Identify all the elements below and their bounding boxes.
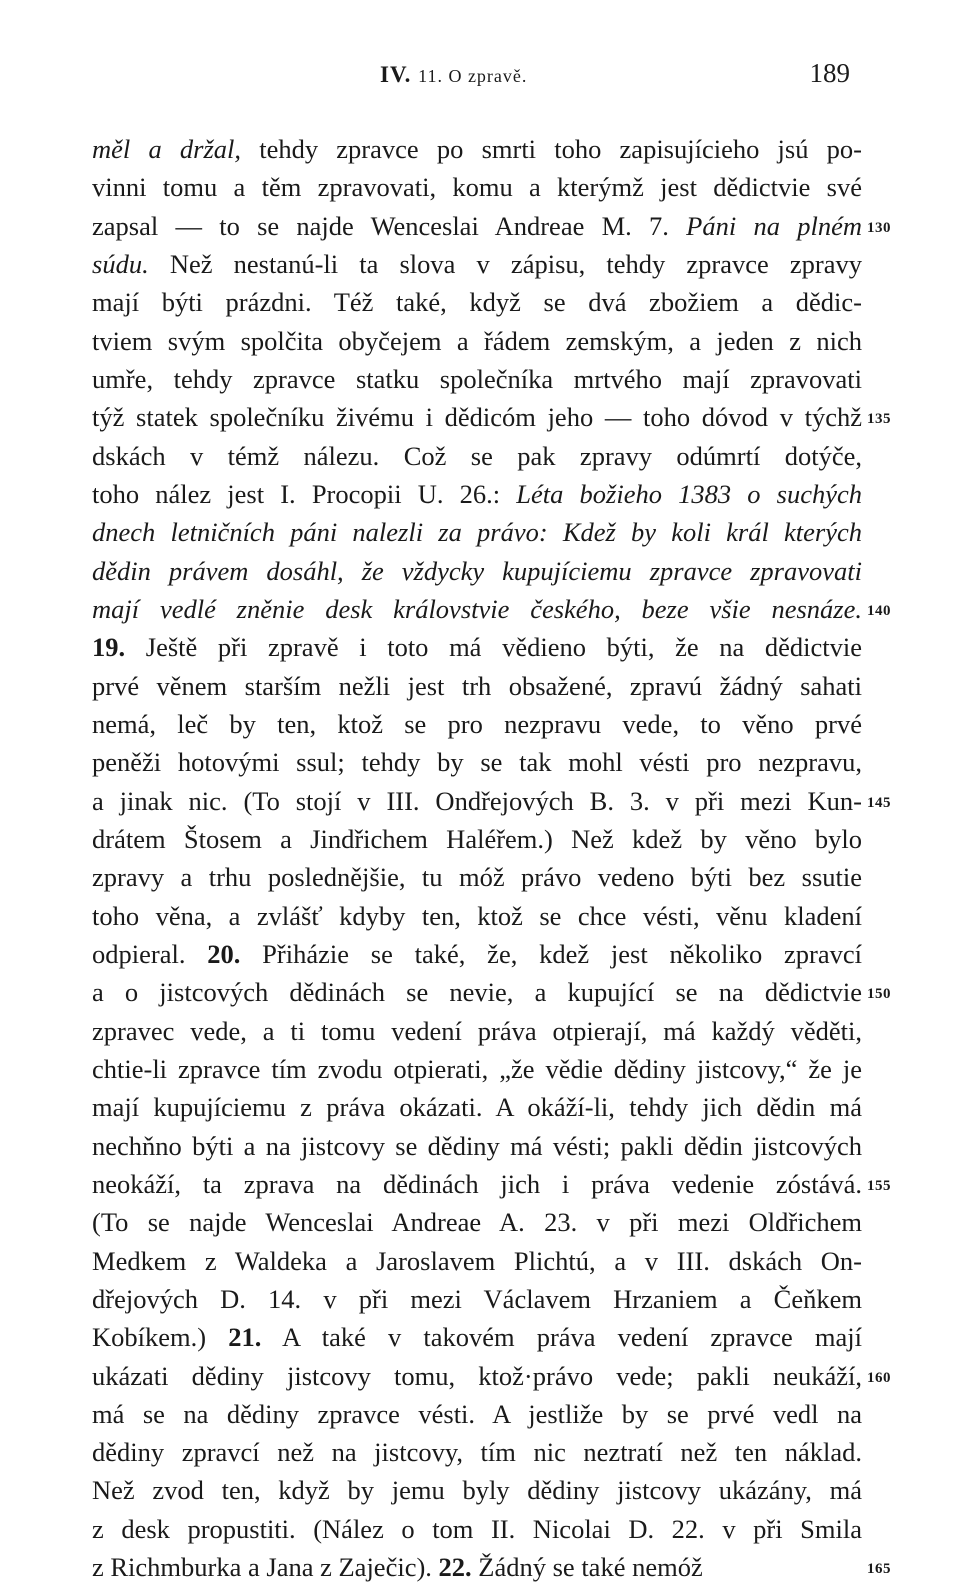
text-segment: Než zvod ten, když by jemu byly dědiny jistcovy ukázány, má [92, 1475, 862, 1506]
line-number: 160 [867, 1369, 891, 1386]
text-segment: mají kupujíciemu z práva okázati. A okáží-li, tehdy jich dědin má [92, 1092, 862, 1123]
text-line [92, 1318, 862, 1356]
text-segment: dřejových D. 14. v při mezi Václavem Hrzaniem a Čeňkem [92, 1283, 862, 1314]
text-line [92, 245, 862, 283]
line-number: 130 [867, 219, 891, 236]
italic-text: Páni na plném [686, 210, 862, 241]
text-segment: tehdy zpravce po smrti toho zapisujícieho jsú po- [241, 134, 863, 164]
text-segment: odpieral. [92, 938, 208, 969]
text-line [92, 935, 862, 973]
text-segment: týž statek společníku živému i dědicóm jeho — toho dóvod v týchž [92, 402, 862, 433]
text-line [92, 897, 862, 935]
text-line [92, 398, 891, 436]
text-line [92, 1510, 862, 1548]
text-segment: nemá, leč by ten, ktož se pro nezpravu vede, to věno prvé [92, 708, 862, 739]
text-segment: Žádný se také nemóž [471, 1552, 703, 1583]
italic-text: dnech letničních páni nalezli za právo: Kdež by koli král kterých [92, 517, 862, 548]
text-segment: zpravec vede, a ti tomu vedení práva otpierají, má každý věděti, [92, 1015, 862, 1046]
text-segment: zapsal — to se najde Wenceslai Andreae M. 7. [92, 210, 687, 241]
paragraph-number: 21. [228, 1322, 262, 1353]
text-segment: a jinak nic. (To stojí v III. Ondřejových B. 3. v při mezi Kun- [92, 785, 862, 816]
body-text [92, 130, 891, 1586]
text-segment: vinni tomu a těm zpravovati, komu a kterýmž jest dědictvie své [92, 172, 862, 203]
text-segment: dskách v témž nálezu. Což se pak zpravy odúmrtí dotýče, [92, 440, 862, 471]
text-line [92, 1471, 862, 1509]
text-segment: zpravy a trhu poslednějšie, tu móž právo vedeno býti bez ssutie [92, 862, 862, 893]
text-segment: (To se najde Wenceslai Andreae A. 23. v při mezi Oldřichem [92, 1207, 862, 1238]
paragraph-number: 22. [438, 1552, 472, 1583]
text-segment: prvé věnem starším nežli jest trh obsažené, zpravú žádný sahati [92, 670, 862, 701]
text-line [92, 360, 862, 398]
text-line [92, 628, 862, 666]
text-segment: chtie-li zpravce tím zvodu otpierati, „že vědie dědiny jistcovy,“ že je [92, 1053, 862, 1084]
text-line [92, 1548, 891, 1586]
text-line [92, 1050, 862, 1088]
text-segment: toho věna, a zvlášť kdyby ten, ktož se chce vésti, věnu kladení [92, 900, 862, 931]
text-line [92, 322, 862, 360]
text-segment: Přiházie se také, že, kdež jest několiko zpravcí [240, 938, 863, 969]
line-number: 155 [867, 1177, 891, 1194]
text-line [92, 1203, 862, 1241]
italic-text: súdu. [92, 248, 149, 279]
paragraph-number: 19. [92, 632, 126, 663]
line-number: 135 [867, 411, 891, 428]
italic-text: měl a držal, [92, 134, 242, 164]
text-segment: umře, tehdy zpravce statku společníka mrtvého mají zpravovati [92, 363, 862, 394]
text-line [92, 1395, 862, 1433]
text-line [92, 475, 862, 513]
text-line [92, 1012, 862, 1050]
text-segment: mají býti prázdni. Též také, když se dvá zbožiem a dědic- [92, 287, 862, 318]
text-line [92, 552, 862, 590]
running-head [380, 62, 527, 88]
text-line [92, 1433, 862, 1471]
text-line [92, 667, 862, 705]
text-segment: neokáží, ta zprava na dědinách jich i práva vedenie zóstává. [92, 1168, 862, 1199]
text-line [92, 1088, 862, 1126]
section-title: 11. O zpravě. [418, 66, 528, 86]
text-line [92, 1357, 891, 1395]
text-segment: A také v takovém práva vedení zpravce mají [261, 1322, 862, 1353]
text-line [92, 743, 862, 781]
text-segment: Kobíkem.) [92, 1322, 229, 1353]
italic-text: Léta božieho 1383 o suchých [516, 478, 863, 509]
text-segment: Než nestanú-li ta slova v zápisu, tehdy zpravce zpravy [148, 248, 862, 279]
text-line [92, 437, 862, 475]
text-segment: tviem svým spolčita obyčejem a řádem zemským, a jeden z nich [92, 325, 862, 356]
text-line [92, 820, 862, 858]
line-number: 145 [867, 794, 891, 811]
text-line [92, 705, 862, 743]
page-number: 189 [809, 58, 850, 88]
text-segment: má se na dědiny zpravce vésti. A jestližе by se prvé vedl na [92, 1398, 862, 1429]
text-line [92, 207, 891, 245]
line-number: 150 [867, 986, 891, 1003]
text-segment: nechňno býti a na jistcovy se dědiny má vésti; pakli dědin jistcových [92, 1130, 862, 1161]
text-line [92, 782, 891, 820]
italic-text: mají vedlé zněnie desk královstvie českého, beze všie nesnáze. [92, 593, 862, 624]
text-line [92, 168, 862, 206]
text-segment: drátem Štosem a Jindřichem Haléřem.) Než kdež by věno bylo [92, 823, 862, 854]
text-line [92, 590, 891, 628]
text-segment: Ještě při zpravě i toto má vědieno býti, že na dědictvie [125, 632, 862, 663]
text-line [92, 973, 891, 1011]
text-segment: a o jistcových dědinách se nevie, a kupující se na dědictvie [92, 977, 862, 1008]
text-line [92, 1127, 862, 1165]
page-header [90, 58, 850, 98]
text-line [92, 1242, 862, 1280]
text-line [92, 283, 862, 321]
chapter-number: IV. [380, 62, 412, 87]
text-segment: toho nález jest I. Procopii U. 26.: [92, 478, 517, 509]
text-line [92, 858, 862, 896]
text-line [92, 1165, 891, 1203]
text-segment: peněži hotovými ssul; tehdy by se tak mohl vésti pro nezpravu, [92, 747, 862, 778]
line-number: 165 [867, 1561, 891, 1578]
paragraph-number: 20. [207, 938, 241, 969]
text-segment: z Richmburka a Jana z Zaječic). [92, 1552, 439, 1583]
italic-text: dědin právem dosáhl, že vždycky kupujíciemu zpravce zpravovati [92, 555, 862, 586]
text-line [92, 1280, 862, 1318]
text-line [92, 130, 862, 168]
text-segment: dědiny zpravcí než na jistcovy, tím nic neztratí než ten náklad. [92, 1437, 862, 1468]
line-number: 140 [867, 602, 891, 619]
text-segment: Medkem z Waldeka a Jaroslavem Plichtú, a v III. dskách On- [92, 1245, 862, 1276]
text-line [92, 513, 862, 551]
text-segment: ukázati dědiny jistcovy tomu, ktož·právo vede; pakli neukáží, [92, 1360, 862, 1391]
text-segment: z desk propustiti. (Nález o tom II. Nicolai D. 22. v při Smila [92, 1513, 862, 1544]
